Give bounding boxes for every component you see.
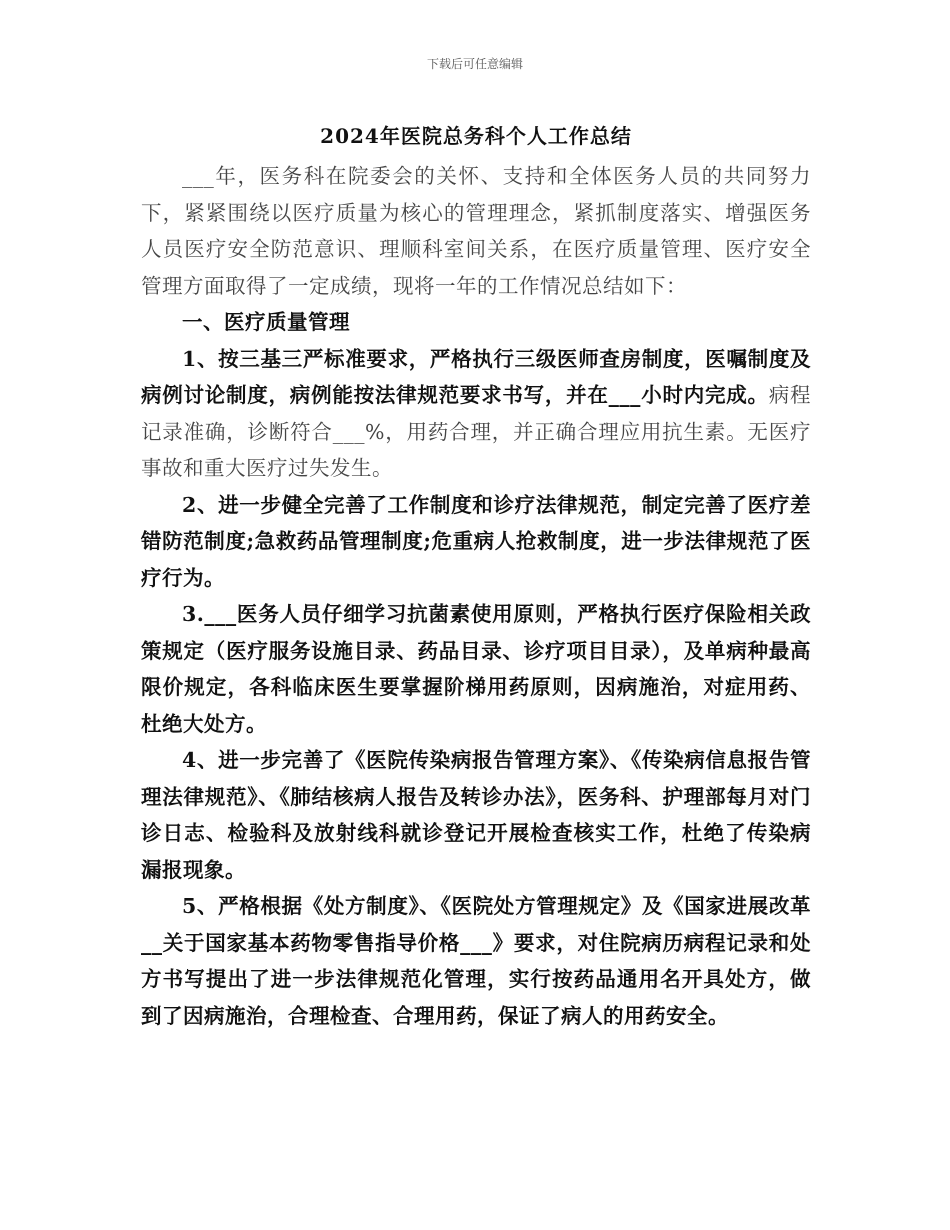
document-body [141,118,811,1034]
item-4-paragraph: 4、进一步完善了《医院传染病报告管理方案》、《传染病信息报告管理法律规范》、《肺结核病人报告及转诊办法》，医务科、护理部每月对门诊日志、检验科及放射线科就诊登记开展检查核实工作，杜绝了传染病漏报现象。 [141,748,811,882]
section-heading-quality-management: 一、医疗质量管理 [182,310,350,334]
item-3-paragraph: 3.___医务人员仔细学习抗菌素使用原则，严格执行医疗保险相关政策规定（医疗服务设施目录、药品目录、诊疗项目目录），及单病种最高限价规定，各科临床医生要掌握阶梯用药原则，因病施治，对症用药、杜绝大处方。 [141,602,811,736]
item-1-bold-text: 1、按三基三严标准要求，严格执行三级医师查房制度，医嘱制度及病例讨论制度，病例能按法律规范要求书写，并在___小时内完成。 [141,346,811,407]
page-header-note: 下载后可任意编辑 [426,57,523,71]
item-1-paragraph [141,341,811,487]
document-title: 2024年医院总务科个人工作总结 [320,124,632,148]
item-5-paragraph: 5、严格根据《处方制度》、《医院处方管理规定》及《国家进展改革__关于国家基本药物零售指导价格___》要求，对住院病历病程记录和处方书写提出了进一步法律规范化管理，实行按药品通用名开具处方，做到了因病施治，合理检查、合理用药，保证了病人的用药安全。 [141,894,811,1028]
item-1-regular-text: 病程记录准确，诊断符合___%，用药合理，并正确合理应用抗生素。无医疗事故和重大医疗过失发生。 [141,383,812,480]
intro-paragraph: ___年，医务科在院委会的关怀、支持和全体医务人员的共同努力下，紧紧围绕以医疗质量为核心的管理理念，紧抓制度落实、增强医务人员医疗安全防范意识、理顺科室间关系，在医疗质量管理、医疗安全管理方面取得了一定成绩，现将一年的工作情况总结如下： [141,164,811,298]
item-2-paragraph: 2、进一步健全完善了工作制度和诊疗法律规范，制定完善了医疗差错防范制度;急救药品管理制度;危重病人抢救制度，进一步法律规范了医疗行为。 [141,492,811,590]
